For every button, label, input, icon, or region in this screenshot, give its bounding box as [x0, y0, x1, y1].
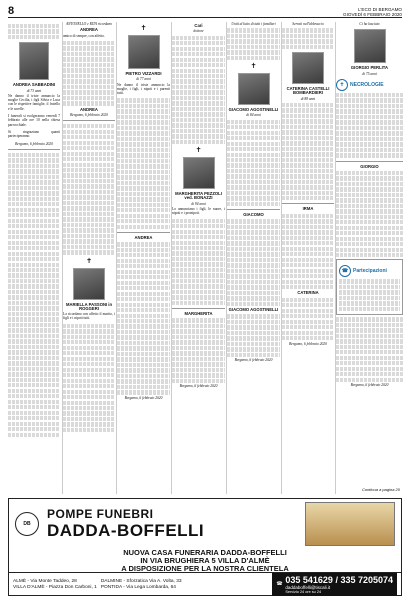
- phone-number: 035 541629 / 335 7205074: [285, 574, 393, 585]
- building-photo: [305, 502, 395, 546]
- issue-date: GIOVEDÌ 6 FEBBRAIO 2020: [343, 12, 402, 17]
- obituary-column-6: [281, 22, 334, 494]
- place-date: Bergamo, 6 febbraio 2020: [15, 141, 53, 146]
- deceased-name: MARGHERITA PEZZOLI ved. BONAZZI: [175, 191, 222, 201]
- ad-brand-line2: DADDA-BOFFELLI: [47, 521, 205, 540]
- deceased-name: GIACOMO AGOSTINELLI: [228, 107, 279, 113]
- portrait-photo: [73, 268, 105, 300]
- newspaper-name: L'ECO DI BERGAMO: [357, 7, 402, 12]
- deceased-age: di 77 anni: [136, 77, 151, 82]
- obituary-column-3: [116, 22, 170, 494]
- contact-box: [272, 573, 397, 596]
- deceased-name: IRMA: [302, 206, 314, 212]
- deceased-age: di 73 anni: [26, 88, 42, 93]
- deceased-age: di 94 anni: [191, 201, 206, 206]
- deceased-name: GIORGIO PERLITA: [350, 65, 389, 71]
- place-date: Bergamo, 6 febbraio 2020: [70, 112, 108, 117]
- obituary-column-5: [226, 22, 280, 494]
- notice-title: ANTONELLO e RITA ricordano: [65, 22, 113, 26]
- deceased-name: CATERINA: [297, 290, 319, 296]
- portrait-photo: [19, 42, 49, 80]
- portrait-photo: [128, 35, 160, 69]
- cross-icon: ✝: [86, 256, 92, 265]
- address-alme: ALMÈ - Via Monte Taddeo, 28: [13, 578, 77, 584]
- participation-box: [336, 259, 403, 315]
- address-dalmine: DALMINE - Sforzatica Via A. Volta, 33: [100, 578, 182, 584]
- place-date: Bergamo, 6 febbraio 2020: [124, 395, 163, 400]
- place-date: Bergamo, 6 febbraio 2020: [179, 384, 218, 389]
- section-label: ✝ NECROLOGIE: [336, 79, 403, 91]
- funeral-home-advertisement: [8, 498, 402, 596]
- obituary-column-4: [171, 22, 225, 494]
- deceased-name: CATERINA CASTELLI BOMBARDIERI: [286, 86, 330, 96]
- notice-text: Lo annunciano i figli, le nuore, i nipoti e i pronipoti.: [172, 206, 225, 216]
- notice-intro: Serrati nell'abbraccio: [292, 22, 324, 26]
- notice-intro: Ci ha lasciato: [359, 22, 380, 26]
- funeral-text: I funerali si svolgeranno venerdì 7 febbraio alle ore 10 nella chiesa parrocchiale.: [8, 114, 60, 127]
- deceased-name: GIACOMO AGOSTINELLI: [228, 307, 279, 313]
- deceased-age: di 84 anni: [246, 113, 261, 118]
- cross-icon: ✝: [140, 24, 147, 32]
- notice-text: La ricordano con affetto il marito, i figli e i nipoti tutti.: [63, 312, 115, 321]
- continued-note: Continua a pagina 20: [361, 487, 400, 492]
- notice-text: Ne danno il triste annuncio la moglie, i figli, i nipoti e i parenti tutti.: [117, 82, 170, 96]
- notice-subtitle: dottore: [193, 29, 204, 34]
- deceased-name: MARIELLA PASSONI in ROGGERI: [65, 301, 113, 311]
- portrait-photo: [238, 73, 270, 105]
- page-header: [8, 5, 402, 18]
- place-date: Bergamo, 6 febbraio 2020: [289, 341, 327, 346]
- participation-label: Partecipazioni: [353, 268, 387, 275]
- ad-headline-3: A DISPOSIZIONE PER LA NOSTRA CLIENTELA: [121, 564, 289, 573]
- obituary-column-7: [335, 22, 403, 494]
- dadda-boffelli-logo: DB: [15, 512, 39, 536]
- notice-title: Cari: [194, 23, 203, 28]
- page-number: 8: [8, 5, 15, 17]
- cross-icon: ✝: [195, 146, 202, 155]
- obituary-column-2: [62, 22, 115, 494]
- portrait-photo: [183, 157, 215, 189]
- deceased-age: di 88 anni: [300, 96, 316, 101]
- obituary-column-1: [8, 22, 60, 494]
- place-date: Bergamo, 6 febbraio 2020: [234, 358, 273, 363]
- thanks-text: Si ringraziano quanti parteciperanno.: [8, 129, 60, 139]
- service-hours: Servizio 24 ore su 24: [285, 589, 322, 594]
- deceased-name: MARGHERITA: [184, 311, 213, 317]
- deceased-name: ANDREA SABBADINI: [12, 82, 56, 88]
- portrait-photo: [354, 29, 386, 63]
- notice-intro: Uniti al lutto di tutti i familiari: [231, 22, 276, 26]
- place-date: Bergamo, 6 febbraio 2020: [350, 383, 389, 388]
- deceased-name: ANDREA: [134, 234, 153, 240]
- deceased-age: di 75 anni: [362, 71, 377, 76]
- address-villa-dalme: VILLA D'ALMÈ - Piazza Don Carboni, 1: [13, 584, 97, 590]
- address-pontida: PONTIDA - Via Lega Lombarda, 64: [100, 584, 176, 590]
- ad-headline-2: IN VIA BRUGHIERA 5 VILLA D'ALMÈ: [140, 556, 270, 565]
- deceased-name: GIORGIO: [360, 163, 379, 169]
- email-address: daddaboffelli@tiscali.it: [285, 584, 331, 590]
- deceased-name: ANDREA: [80, 106, 98, 112]
- phone-icon: ☎: [276, 581, 283, 587]
- deceased-name: PIETRO VIZZARDI: [125, 71, 162, 76]
- portrait-photo: [292, 52, 324, 84]
- cross-icon: ✝: [250, 62, 257, 71]
- phone-icon: ☎: [339, 265, 351, 277]
- cross-icon: ✝: [336, 79, 348, 91]
- notice-text: Ne danno il triste annuncio la moglie Cecilia, i figli Silvia e Luca con le rispettive famiglie, il fratello e le sorelle.: [8, 93, 60, 111]
- notice-text: amico di sempre, con affetto.: [63, 33, 105, 38]
- deceased-name: GIACOMO: [243, 212, 264, 218]
- deceased-name: ANDREA: [80, 27, 98, 33]
- ad-headline-1: NUOVA CASA FUNERARIA DADDA-BOFFELLI: [123, 548, 287, 557]
- ad-brand-line1: POMPE FUNEBRI: [47, 507, 154, 521]
